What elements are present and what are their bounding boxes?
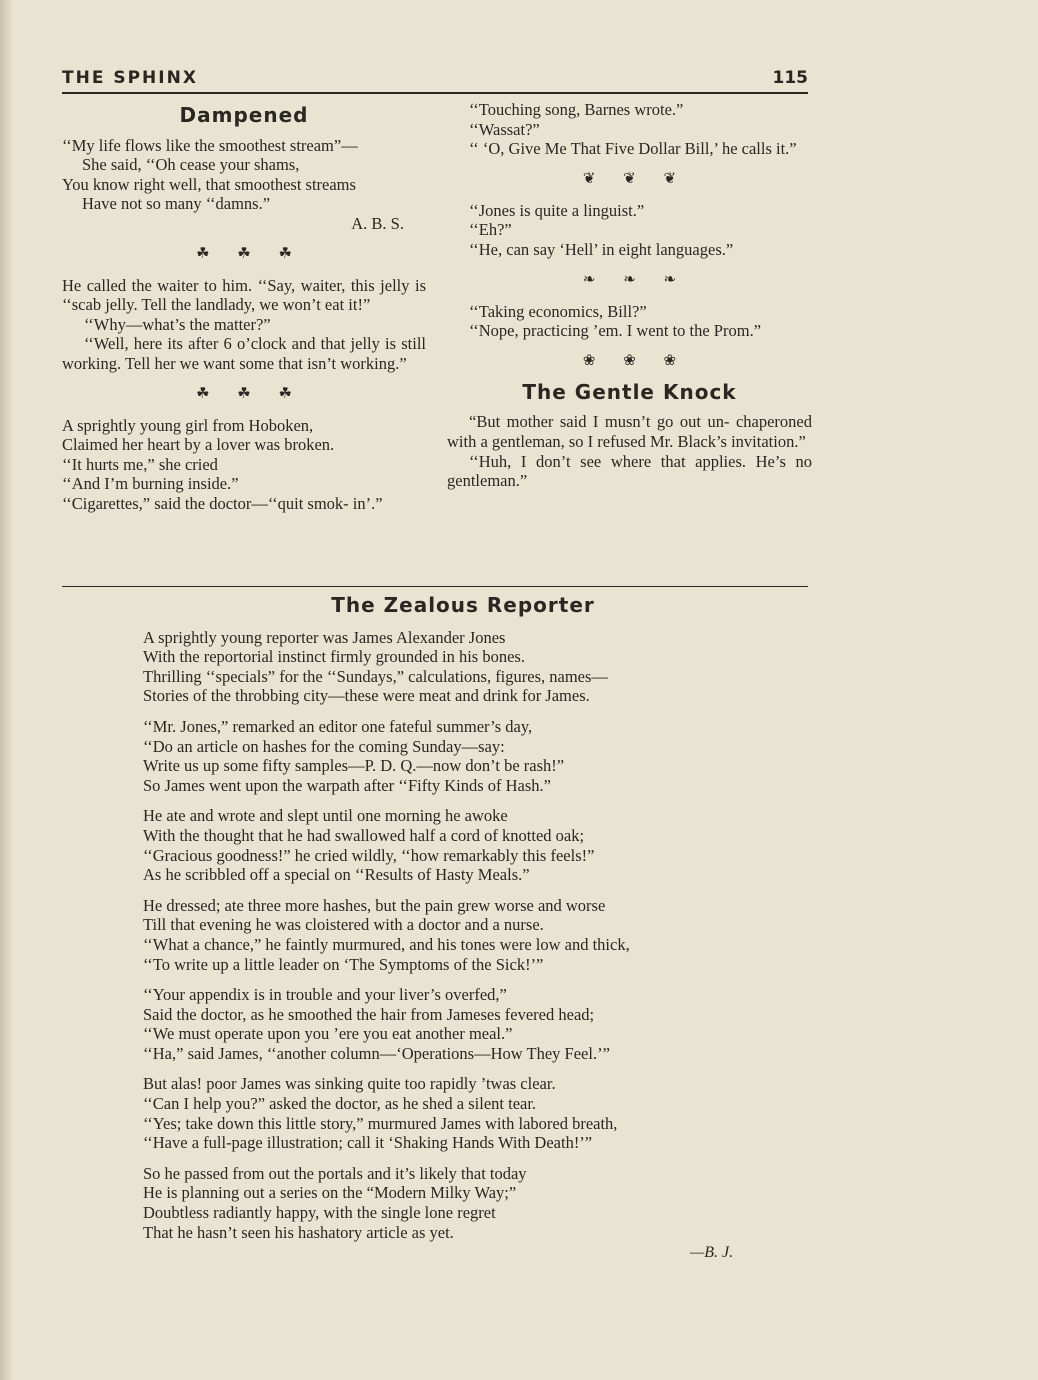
left-column bbox=[62, 100, 426, 514]
poem-line: Stories of the throbbing city—these were meat and drink for James. bbox=[143, 686, 590, 706]
limerick-line: Claimed her heart by a lover was broken. bbox=[62, 435, 335, 455]
stanza bbox=[143, 717, 783, 795]
poem-line: Said the doctor, as he smoothed the hair from Jameses fevered head; bbox=[143, 1004, 595, 1024]
stanza bbox=[143, 628, 783, 706]
ornament-divider: ❧ ❧ ❧ bbox=[582, 271, 677, 288]
stanza bbox=[143, 806, 783, 884]
poem-line: As he scribbled off a special on ‘‘Results of Hasty Meals.” bbox=[143, 865, 530, 885]
poem-line: But alas! poor James was sinking quite too rapidly ’twas clear. bbox=[143, 1074, 556, 1094]
poem-line: ‘‘Yes; take down this little story,” murmured James with labored breath, bbox=[143, 1113, 618, 1133]
stanza bbox=[143, 896, 783, 974]
joke-paragraph: ‘‘Well, here its after 6 o’clock and that jelly is still working. Tell her we want some that isn’t working.” bbox=[62, 334, 426, 373]
stanza bbox=[143, 1164, 783, 1242]
poem-line: ‘‘My life flows like the smoothest stream”— bbox=[62, 135, 358, 155]
joke-paragraph: ‘‘Taking economics, Bill?” bbox=[469, 301, 647, 321]
poem-line: ‘‘Mr. Jones,” remarked an editor one fateful summer’s day, bbox=[143, 716, 533, 736]
joke-paragraph: ‘‘Jones is quite a linguist.” bbox=[469, 200, 645, 220]
stanza bbox=[143, 985, 783, 1063]
ornament-divider: ❦ ❦ ❦ bbox=[582, 170, 677, 187]
limerick-line: ‘‘It hurts me,” she cried bbox=[62, 454, 218, 474]
stanza bbox=[143, 1074, 783, 1152]
reporter-signature: —B. J. bbox=[690, 1244, 734, 1261]
ornament-divider: ☘ ☘ ☘ bbox=[196, 385, 292, 402]
joke-paragraph: ‘‘He, can say ‘Hell’ in eight languages.” bbox=[469, 239, 734, 259]
limerick-line: ‘‘And I’m burning inside.” bbox=[62, 474, 239, 494]
page-edge bbox=[0, 0, 14, 1380]
poem-line: Thrilling ‘‘specials” for the ‘‘Sundays,” calculations, figures, names— bbox=[143, 666, 608, 686]
poem-line: He dressed; ate three more hashes, but the pain grew worse and worse bbox=[143, 895, 606, 915]
poem-line: A sprightly young reporter was James Alexander Jones bbox=[143, 627, 506, 647]
limerick-line: A sprightly young girl from Hoboken, bbox=[62, 415, 314, 435]
page-number: 115 bbox=[772, 68, 808, 88]
poem-line: Have not so many ‘‘damns.” bbox=[82, 194, 271, 214]
limerick-line: ‘‘Cigarettes,” said the doctor—‘‘quit smok- in’.” bbox=[62, 493, 383, 513]
story-paragraph: ‘‘Huh, I don’t see where that applies. He’s no gentleman.” bbox=[447, 451, 812, 491]
ornament-divider: ☘ ☘ ☘ bbox=[196, 245, 292, 262]
story-paragraph: “But mother said I musn’t go out un- chaperoned with a gentleman, so I refused Mr. Black’s invitation.” bbox=[447, 412, 812, 451]
poem-line: He ate and wrote and slept until one morning he awoke bbox=[143, 806, 508, 826]
dampened-title: Dampened bbox=[179, 103, 309, 127]
reporter-poem bbox=[143, 593, 783, 1253]
poem-line: ‘‘To write up a little leader on ‘The Symptoms of the Sick!’” bbox=[143, 954, 544, 974]
poem-line: ‘‘Ha,” said James, ‘‘another column—‘Operations—How They Feel.’” bbox=[143, 1043, 610, 1063]
joke-paragraph: ‘‘Wassat?” bbox=[469, 119, 540, 139]
poem-line: He is planning out a series on the “Modern Milky Way;” bbox=[143, 1183, 517, 1203]
poem-line: She said, ‘‘Oh cease your shams, bbox=[82, 155, 300, 175]
joke-paragraph: He called the waiter to him. ‘‘Say, waiter, this jelly is ‘‘scab jelly. Tell the landlady, we won’t eat it!” bbox=[62, 275, 426, 315]
poem-line: You know right well, that smoothest streams bbox=[62, 174, 356, 194]
joke-paragraph: ‘‘ ‘O, Give Me That Five Dollar Bill,’ he calls it.” bbox=[469, 139, 797, 159]
poem-line: Write us up some fifty samples—P. D. Q.—now don’t be rash!” bbox=[143, 756, 565, 776]
poem-line: So James went upon the warpath after ‘‘Fifty Kinds of Hash.” bbox=[143, 775, 551, 795]
poem-line: That he hasn’t seen his hashatory article as yet. bbox=[143, 1222, 454, 1242]
poem-line: With the thought that he had swallowed half a cord of knotted oak; bbox=[143, 825, 585, 845]
reporter-title: The Zealous Reporter bbox=[331, 593, 595, 617]
joke-paragraph: ‘‘Why—what’s the matter?” bbox=[84, 314, 271, 334]
joke-paragraph: ‘‘Touching song, Barnes wrote.” bbox=[469, 100, 684, 119]
poem-line: ‘‘Can I help you?” asked the doctor, as he shed a silent tear. bbox=[143, 1094, 537, 1114]
poem-signature: A. B. S. bbox=[351, 213, 404, 233]
section-rule bbox=[62, 586, 808, 587]
joke-paragraph: ‘‘Nope, practicing ’em. I went to the Prom.” bbox=[469, 321, 762, 341]
gentle-knock-title: The Gentle Knock bbox=[522, 379, 737, 404]
poem-line: Doubtless radiantly happy, with the single lone regret bbox=[143, 1203, 496, 1223]
ornament-divider: ❀ ❀ ❀ bbox=[582, 352, 677, 369]
poem-line: ‘‘Have a full-page illustration; call it ‘Shaking Hands With Death!’” bbox=[143, 1133, 593, 1153]
poem-line: ‘‘Your appendix is in trouble and your liver’s overfed,” bbox=[143, 985, 507, 1005]
poem-line: ‘‘We must operate upon you ’ere you eat another meal.” bbox=[143, 1024, 513, 1044]
poem-line: ‘‘Do an article on hashes for the coming Sunday—say: bbox=[143, 736, 505, 756]
page-header bbox=[62, 68, 808, 94]
joke-paragraph: ‘‘Eh?” bbox=[469, 220, 512, 240]
poem-line: So he passed from out the portals and it’s likely that today bbox=[143, 1163, 527, 1183]
poem-line: Till that evening he was cloistered with a doctor and a nurse. bbox=[143, 915, 544, 935]
running-title: THE SPHINX bbox=[62, 68, 198, 88]
poem-line: With the reportorial instinct firmly grounded in his bones. bbox=[143, 647, 525, 667]
right-column bbox=[447, 100, 812, 491]
poem-line: ‘‘What a chance,” he faintly murmured, and his tones were low and thick, bbox=[143, 934, 630, 954]
poem-line: ‘‘Gracious goodness!” he cried wildly, ‘‘how remarkably this feels!” bbox=[143, 845, 595, 865]
